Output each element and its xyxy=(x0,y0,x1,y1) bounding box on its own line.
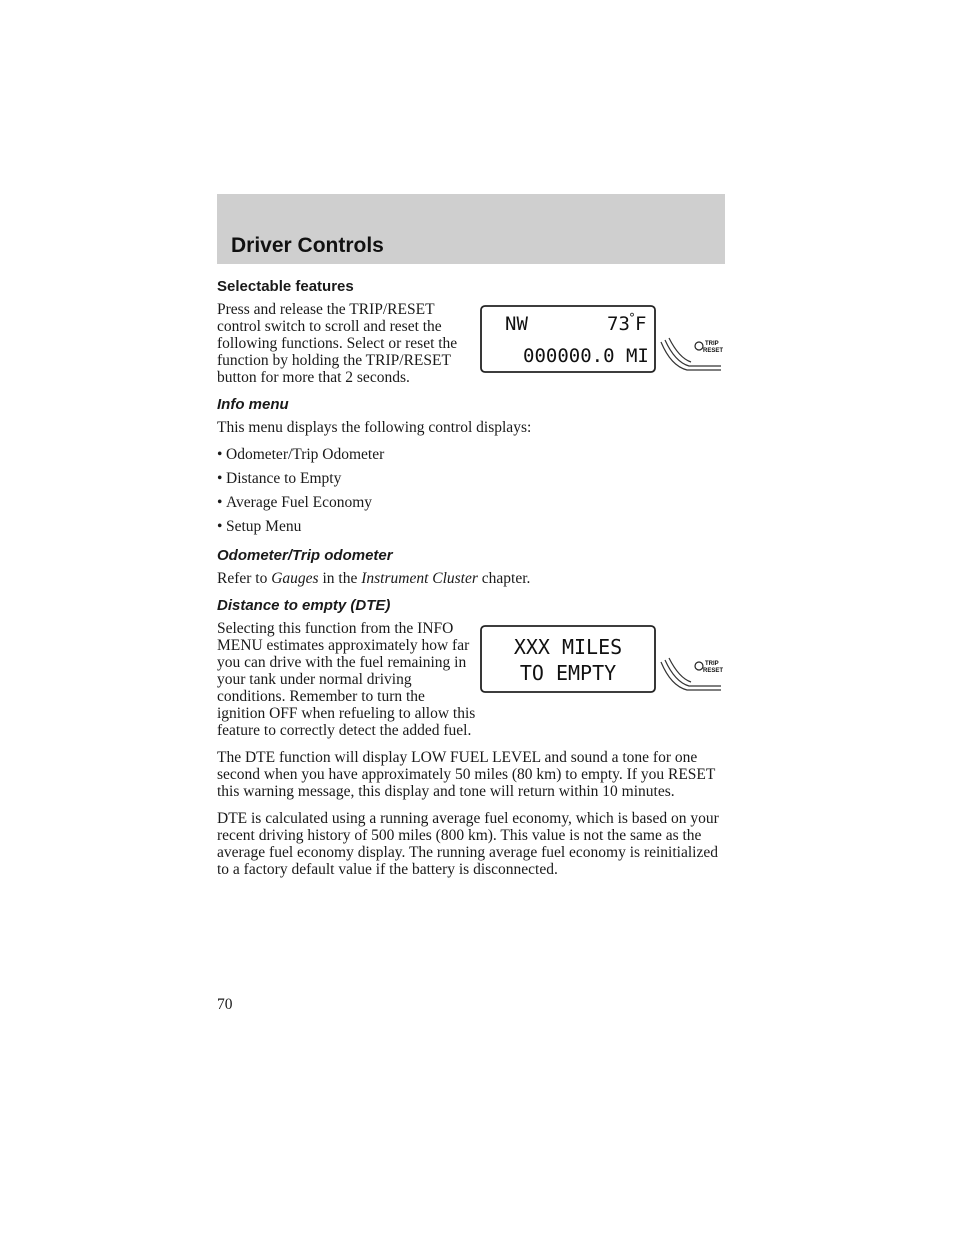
dte-heading: Distance to empty (DTE) xyxy=(217,597,391,614)
dte-line-1: XXX MILES xyxy=(513,635,623,659)
trip-label: TRIP xyxy=(705,661,719,667)
compass-odometer-display-figure xyxy=(475,304,725,384)
selectable-features-heading: Selectable features xyxy=(217,278,354,295)
bullet-icon: • xyxy=(217,518,223,535)
gauges-reference: Gauges xyxy=(271,570,319,587)
trip-reset-button-art xyxy=(661,338,723,370)
refer-middle: in the xyxy=(322,570,358,587)
list-item xyxy=(217,518,725,535)
dte-row xyxy=(217,620,725,739)
dte-section xyxy=(217,597,725,878)
dte-line-2: TO EMPTY xyxy=(519,661,617,685)
list-item-text: Distance to Empty xyxy=(226,470,342,487)
info-menu-list xyxy=(217,446,725,535)
info-menu-intro: This menu displays the following control displays: xyxy=(217,419,532,436)
list-item-text: Average Fuel Economy xyxy=(226,494,373,511)
trip-reset-button-art xyxy=(661,658,723,690)
odometer-reading: 000000.0 MI xyxy=(523,345,649,367)
temperature-unit: F xyxy=(635,313,647,335)
trip-label: TRIP xyxy=(705,341,719,347)
page-number: 70 xyxy=(217,996,233,1013)
chapter-title: Driver Controls xyxy=(231,234,384,257)
dte-paragraph-1: Selecting this function from the INFO MENU estimates approximately how far you can drive with the fuel remaining in your tank under normal driving conditions. Remember to turn the ignition OFF when refueling to allow this feature to correctly detect the added fuel. xyxy=(217,620,476,739)
dte-display-figure xyxy=(475,624,725,704)
info-menu-section xyxy=(217,396,725,535)
header-band xyxy=(217,194,725,264)
instrument-cluster-reference: Instrument Cluster xyxy=(361,570,478,587)
list-item xyxy=(217,470,725,487)
reset-label: RESET xyxy=(703,668,724,674)
trip-reset-indicator-icon xyxy=(695,342,703,350)
list-item-text: Odometer/Trip Odometer xyxy=(226,446,385,463)
list-item xyxy=(217,446,725,463)
compass-heading: NW xyxy=(505,313,528,335)
trip-reset-indicator-icon xyxy=(695,662,703,670)
bullet-icon: • xyxy=(217,446,223,463)
selectable-features-section xyxy=(217,278,725,386)
reset-label: RESET xyxy=(703,348,724,354)
dte-paragraph-2: The DTE function will display LOW FUEL LEVEL and sound a tone for one second when you have approximately 50 miles (80 km) to empty. If you RESET this warning message, this display and tone will return within 10 minutes. xyxy=(217,749,716,800)
selectable-features-paragraph: Press and release the TRIP/RESET control switch to scroll and reset the following functions. Select or reset the function by holding the TRIP/RESET button for more that 2 seconds. xyxy=(217,301,458,386)
degree-symbol: ° xyxy=(629,311,635,325)
list-item xyxy=(217,494,725,511)
page-content xyxy=(217,278,725,888)
temperature-value: 73 xyxy=(607,313,630,335)
odometer-heading: Odometer/Trip odometer xyxy=(217,547,393,564)
refer-suffix: chapter. xyxy=(481,570,531,587)
info-menu-heading: Info menu xyxy=(217,396,289,413)
refer-prefix: Refer to xyxy=(217,570,268,587)
odometer-section xyxy=(217,547,725,587)
bullet-icon: • xyxy=(217,470,223,487)
list-item-text: Setup Menu xyxy=(226,518,302,535)
dte-paragraph-3: DTE is calculated using a running average fuel economy, which is based on your recent driving history of 500 miles (800 km). This value is not the same as the average fuel economy display. The running average fuel economy is reinitialized to a factory default value if the battery is disconnected. xyxy=(217,810,719,878)
bullet-icon: • xyxy=(217,494,223,511)
odometer-paragraph xyxy=(217,570,725,587)
